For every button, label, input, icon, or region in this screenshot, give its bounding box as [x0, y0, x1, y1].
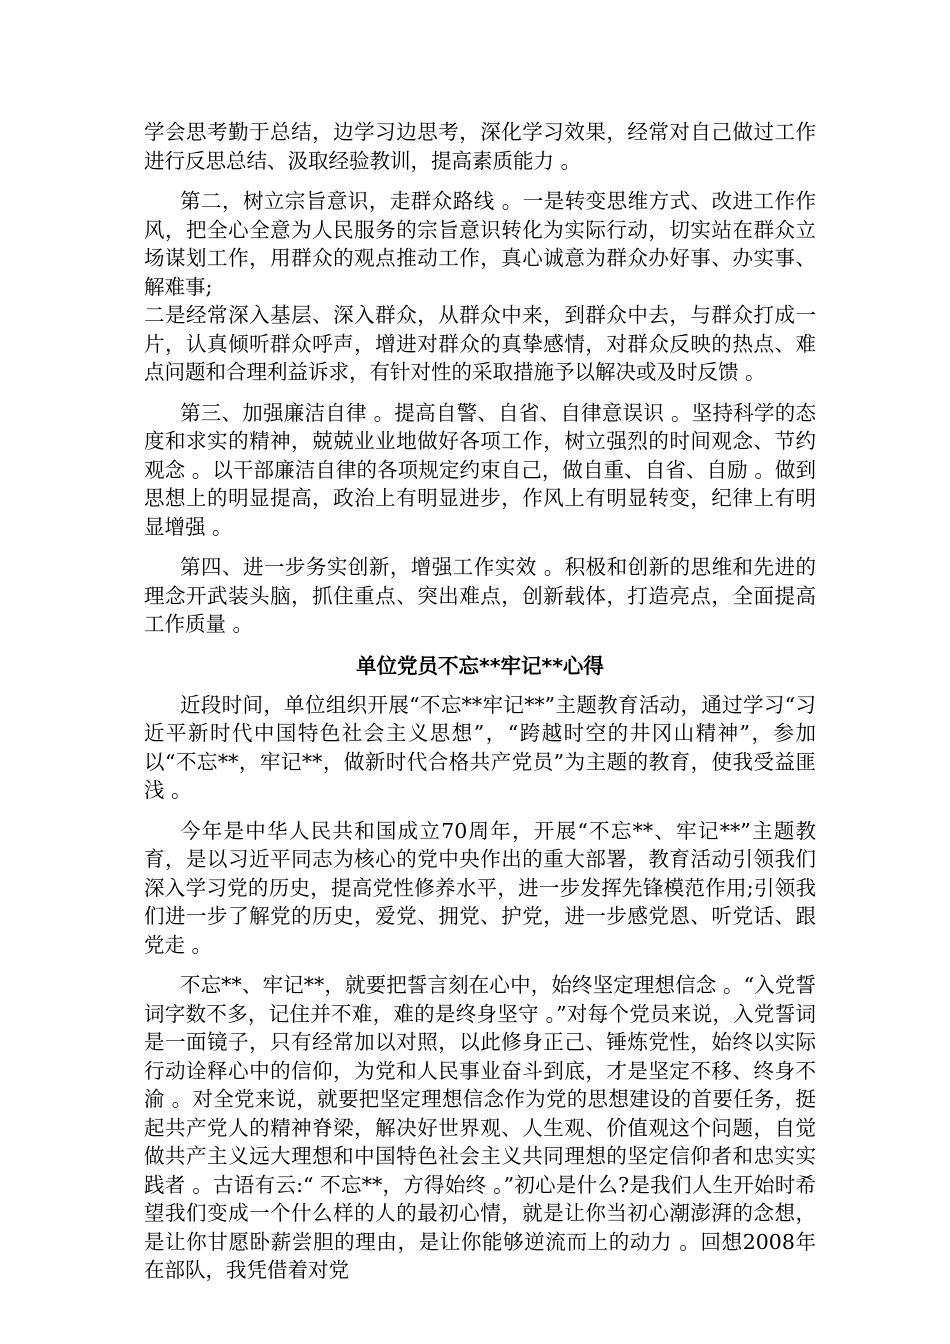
document-body	[144, 118, 816, 1285]
paragraph-second-point-part-two: 二是经常深入基层、深入群众，从群众中来，到群众中去，与群众打成一片，认真倾听群众呼声，增进对群众的真挚感情，对群众反映的热点、难点问题和合理利益诉求，有针对性的采取措施予以解决或及时反馈 。	[144, 303, 816, 384]
paragraph-oath: 不忘**、牢记**，就要把誓言刻在心中，始终坚定理想信念 。“入党誓词字数不多，记住并不难，难的是终身坚守 。”对每个党员来说，入党誓词是一面镜子，只有经常加以对照，以此修身正己、锤炼党性，始终以实际行动诠释心中的信仰，为党和人民事业奋斗到底，才是坚定不移、终身不渝 。对全党来说，就要把坚定理想信念作为党的思想建设的首要任务，挺起共产党人的精神脊梁，解决好世界观、人生观、价值观这个问题，自觉做共产主义远大理想和中国特色社会主义共同理想的坚定信仰者和忠实实践者 。古语有云:“ 不忘**，方得始终 。”初心是什么?是我们人生开始时希望我们变成一个什么样的人的最初心情，就是让你当初心潮澎湃的念想，是让你甘愿卧薪尝胆的理由，是让你能够逆流而上的动力 。回想2008年在部队，我凭借着对党	[144, 973, 816, 1282]
paragraph-second-point: 第二，树立宗旨意识，走群众路线 。一是转变思维方式、改进工作作风，把全心全意为人民服务的宗旨意识转化为实际行动，切实站在群众立场谋划工作，用群众的观点推动工作，真心诚意为群众办好事、办实事、解难事;	[144, 189, 816, 299]
section-heading: 单位党员不忘**牢记**心得	[356, 653, 604, 678]
paragraph-anniversary: 今年是中华人民共和国成立70周年，开展“不忘**、牢记**”主题教育，是以习近平同志为核心的党中央作出的重大部署，教育活动引领我们深入学习党的历史，提高党性修养水平，进一步发挥先锋模范作用;引领我们进一步了解党的历史，爱党、拥党、护党，进一步感党恩、听党话、跟党走 。	[144, 818, 816, 957]
paragraph-fourth-point: 第四、进一步务实创新，增强工作实效 。积极和创新的思维和先进的理念开武装头脑，抓住重点、突出难点，创新载体，打造亮点，全面提高工作质量 。	[144, 555, 816, 636]
paragraph-third-point: 第三、加强廉洁自律 。提高自警、自省、自律意误识 。坚持科学的态度和求实的精神，兢兢业业地做好各项工作，树立强烈的时间观念、节约观念 。以干部廉洁自律的各项规定约束自己，做自重、自省、自励 。做到思想上的明显提高，政治上有明显进步，作风上有明显转变，纪律上有明显增强 。	[144, 400, 816, 539]
paragraph-continuation: 学会思考勤于总结，边学习边思考，深化学习效果，经常对自己做过工作进行反思总结、汲取经验教训，提高素质能力 。	[144, 120, 816, 173]
paragraph-intro: 近段时间，单位组织开展“不忘**牢记**”主题教育活动，通过学习“习近平新时代中国特色社会主义思想”，“跨越时空的井冈山精神”，参加以“不忘**，牢记**，做新时代合格共产党员”为主题的教育，使我受益匪浅 。	[144, 692, 816, 802]
